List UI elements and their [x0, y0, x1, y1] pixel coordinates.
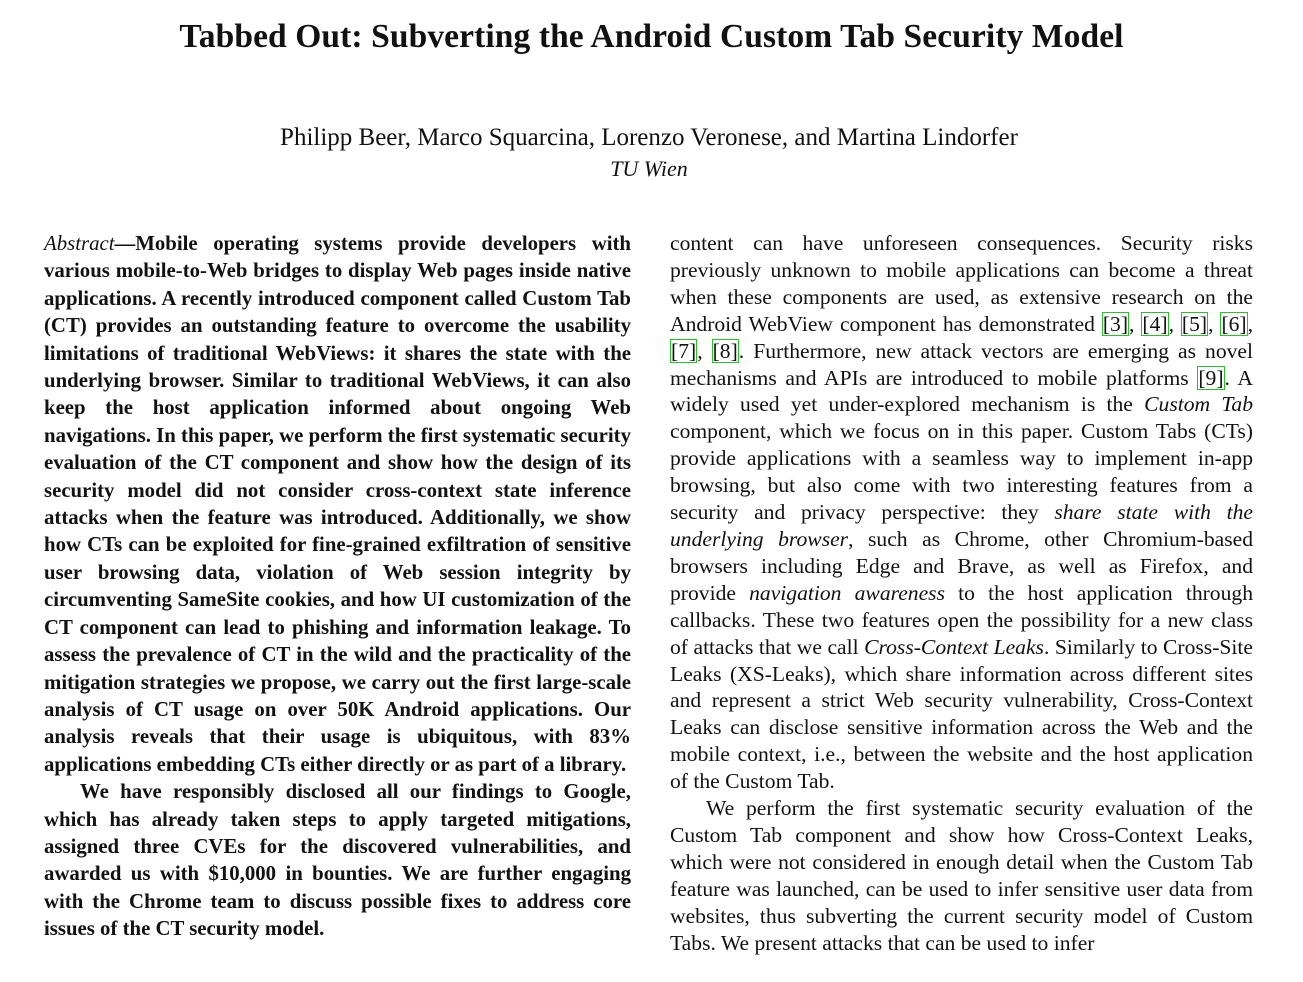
affiliation: TU Wien: [610, 156, 688, 181]
intro-paragraph-2: We perform the first systematic security evaluation of the Custom Tab component and show how Cross-Context Leaks, which were not considered in enough detail when the Custom Tab feature was launched, can be used to infer sensitive user data from websites, thus subverting the current security model of Custom Tabs. We present attacks that can be used to infer: [670, 796, 1253, 955]
emphasis-navigation-awareness: navigation awareness: [749, 580, 945, 605]
citation-link[interactable]: [4]: [1142, 311, 1168, 336]
citation-link[interactable]: [5]: [1181, 311, 1208, 336]
disclosure-paragraph: We have responsibly disclosed all our findings to Google, which has already taken steps to apply targeted mitigations, assigned three CVEs for the discovered vulnerabilities, and awarded us with $10,000 in bounties. We are further engaging with the Chrome team to discuss possible fixes to address core issues of the CT security model.: [44, 780, 631, 941]
citation-link[interactable]: [7]: [671, 338, 697, 363]
citation-separator: ,: [1129, 311, 1142, 336]
abstract-label: Abstract: [44, 232, 115, 255]
intro-text: content can have unforeseen consequences. Security risks previously unknown to mobile applications can become a threat when these components are used, as extensive research on the Android WebView component has demonstrated: [670, 231, 1253, 336]
citation-separator: ,: [1168, 311, 1181, 336]
citation-link[interactable]: [9]: [1198, 365, 1224, 390]
intro-text: to the host application through callbacks. These two features open the possibility for a new class of attacks that we call: [670, 580, 1253, 659]
intro-text: . Furthermore, new attack vectors are emerging as novel mechanisms and APIs are introduced to mobile platforms: [670, 338, 1254, 390]
citation-separator: ,: [697, 338, 712, 363]
introduction-column: [670, 230, 1253, 956]
intro-text: . A widely used yet under-explored mechanism is the: [670, 365, 1253, 417]
paper-title: Tabbed Out: Subverting the Android Custom Tab Security Model: [179, 18, 1124, 55]
citation-link[interactable]: [8]: [712, 338, 738, 363]
intro-paragraph-1: [670, 230, 1253, 795]
intro-text: . Similarly to Cross-Site Leaks (XS-Leaks), which share information across different sites and represent a strict Web security vulnerability, Cross-Context Leaks can disclose sensitive information across the Web and the mobile context, i.e., between the website and the host application of the Custom Tab.: [670, 634, 1253, 794]
citation-link[interactable]: [6]: [1221, 311, 1247, 336]
abstract-paragraph: [44, 230, 631, 778]
intro-text: component, which we focus on in this paper. Custom Tabs (CTs) provide applications with a seamless way to implement in-app browsing, but also come with two interesting features from a security and privacy perspective: they: [670, 419, 1253, 525]
intro-text: , such as Chrome, other Chromium-based browsers including Edge and Brave, as well as Firefox, and provide: [670, 526, 1253, 605]
abstract-column: [44, 230, 631, 943]
abstract-text: Mobile operating systems provide developers with various mobile-to-Web bridges to display Web pages inside native applications. A recently introduced component called Custom Tab (CT) provides an outstanding feature to overcome the usability limitations of traditional WebViews: it shares the state with the underlying browser. Similar to traditional WebViews, it can also keep the host application informed about ongoing Web navigations. In this paper, we perform the first systematic security evaluation of the CT component and show how the design of its security model did not consider cross-context state inference attacks when the feature was introduced. Additionally, we show how CTs can be exploited for fine-grained exfiltration of sensitive user browsing data, violation of Web session integrity by circumventing SameSite cookies, and how UI customization of the CT component can lead to phishing and information leakage. To assess the prevalence of CT in the wild and the practicality of the mitigation strategies we propose, we carry out the first large-scale analysis of CT usage on over 50K Android applications. Our analysis reveals that their usage is ubiquitous, with 83% applications embedding CTs either directly or as part of a library.: [44, 232, 631, 776]
abstract-dash: —: [114, 232, 136, 255]
citation-separator: ,: [1247, 311, 1254, 336]
author-list: Philipp Beer, Marco Squarcina, Lorenzo Veronese, and Martina Lindorfer: [280, 124, 1018, 151]
citation-link[interactable]: [3]: [1102, 311, 1129, 336]
emphasis-share-state: share state with the underlying browser: [670, 500, 1253, 551]
emphasis-custom-tab: Custom Tab: [1144, 392, 1253, 417]
emphasis-cross-context-leaks: Cross-Context Leaks: [864, 634, 1044, 659]
citation-separator: ,: [1208, 311, 1221, 336]
